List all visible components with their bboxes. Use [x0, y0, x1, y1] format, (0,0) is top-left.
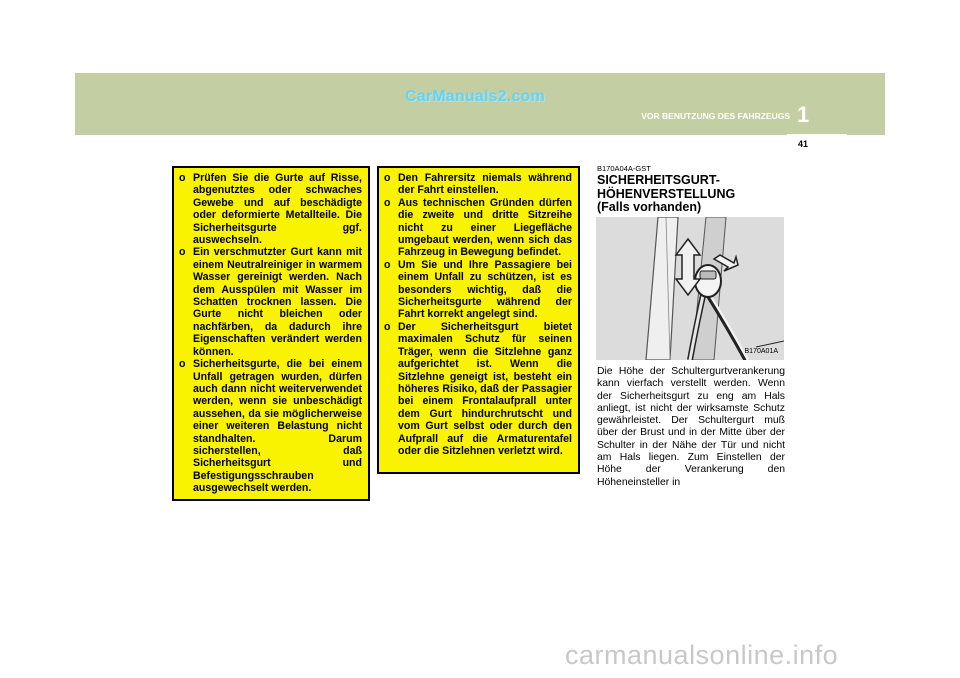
warning-box-middle	[377, 166, 580, 474]
list-item-text: Der Sicherheitsgurt bietet maximalen Schutz für seinen Träger, wenn die Sitzlehne ganz aufgerichtet ist. Wenn die Sitzlehne geneigt ist, besteht ein höheres Risiko, daß der Passagier bei einem Frontalaufprall unter dem Gurt hindurchrutscht und vom Gurt selbst oder durch den Aufprall auf die Armaturentafel oder die Sitzlehnen verletzt wird.	[398, 320, 572, 457]
bullet-marker: o	[179, 172, 186, 184]
page-number: 41	[797, 139, 808, 149]
list-item	[383, 172, 572, 197]
heading-line: (Falls vorhanden)	[597, 200, 702, 214]
belt-height-adjuster-illustration	[596, 217, 784, 360]
list-item-text: Um Sie und Ihre Passagiere bei einem Unfall zu schützen, ist es besonders wichtig, daß die Sicherheitsgurte während der Fahrt korrekt angelegt sind.	[398, 258, 572, 321]
bullet-marker: o	[384, 172, 391, 184]
list-item	[178, 246, 362, 358]
list-item	[383, 321, 572, 457]
bullet-marker: o	[179, 246, 186, 259]
section-heading	[597, 174, 787, 215]
bullet-marker: o	[384, 320, 391, 333]
bullet-marker: o	[179, 358, 186, 371]
list-item	[383, 197, 572, 259]
list-item-text: Den Fahrersitz niemals während der Fahrt einstellen.	[398, 172, 572, 197]
section-title: VOR BENUTZUNG DES FAHRZEUGS	[641, 111, 790, 121]
list-item	[178, 358, 362, 494]
illustration-drawing	[596, 217, 784, 360]
warning-list-middle	[383, 172, 572, 457]
section-code: B170A04A-GST	[597, 164, 651, 173]
list-item-text: Sicherheitsgurte, die bei einem Unfall getragen wurden, dürfen auch dann nicht weiterverwendet werden, wenn sie unbeschädigt aussehen, da sie möglicherweise einer weiteren Belastung nicht standhalten. Darum sicherstellen, daß Sicherheitsgurt und Befestigungsschrauben ausgewechselt werden.	[193, 358, 362, 495]
bullet-marker: o	[384, 258, 391, 271]
list-item-text: Aus technischen Gründen dürfen die zweite und dritte Sitzreihe nicht zu einer Liegefläche umgebaut werden, wenn sich das Fahrzeug in Bewegung befindet.	[398, 196, 572, 259]
list-item-text: Ein verschmutzter Gurt kann mit einem Neutralreiniger in warmem Wasser gereinigt werden. Nach dem Ausspülen mit Wasser im Schatten trocknen lassen. Die Gurte nicht bleichen oder nachfärben, da dadurch ihre Eigenschaften verändert werden können.	[193, 246, 362, 358]
chapter-number: 1	[797, 102, 810, 127]
list-item	[178, 172, 362, 246]
body-paragraph: Die Höhe der Schultergurtverankerung kann vierfach verstellt werden. Wenn der Sicherheitsgurt zu eng am Hals anliegt, ist nicht der wirksamste Schutz gewährleistet. Der Schultergurt muß über der Brust und in der Mitte über der Schulter in der Nähe der Tür und nicht am Hals liegen. Zum Einstellen der Höhe der Verankerung den Höheneinsteller in	[597, 366, 785, 488]
list-item-text: Prüfen Sie die Gurte auf Risse, abgenutztes oder schwaches Gewebe und auf beschädigte oder deformierte Metallteile. Die Sicherheitsgurte ggf. auswechseln.	[193, 172, 362, 247]
warning-box-left	[172, 166, 370, 501]
bullet-marker: o	[384, 196, 391, 209]
figure-code: B170A01A	[744, 348, 778, 355]
heading-line: SICHERHEITSGURT-	[597, 173, 720, 187]
heading-line: HÖHENVERSTELLUNG	[597, 186, 736, 201]
warning-list-left	[178, 172, 362, 495]
list-item	[383, 259, 572, 321]
footer-watermark[interactable]: carmanualsonline.info	[565, 640, 839, 670]
site-watermark[interactable]: CarManuals2.com	[405, 88, 545, 105]
